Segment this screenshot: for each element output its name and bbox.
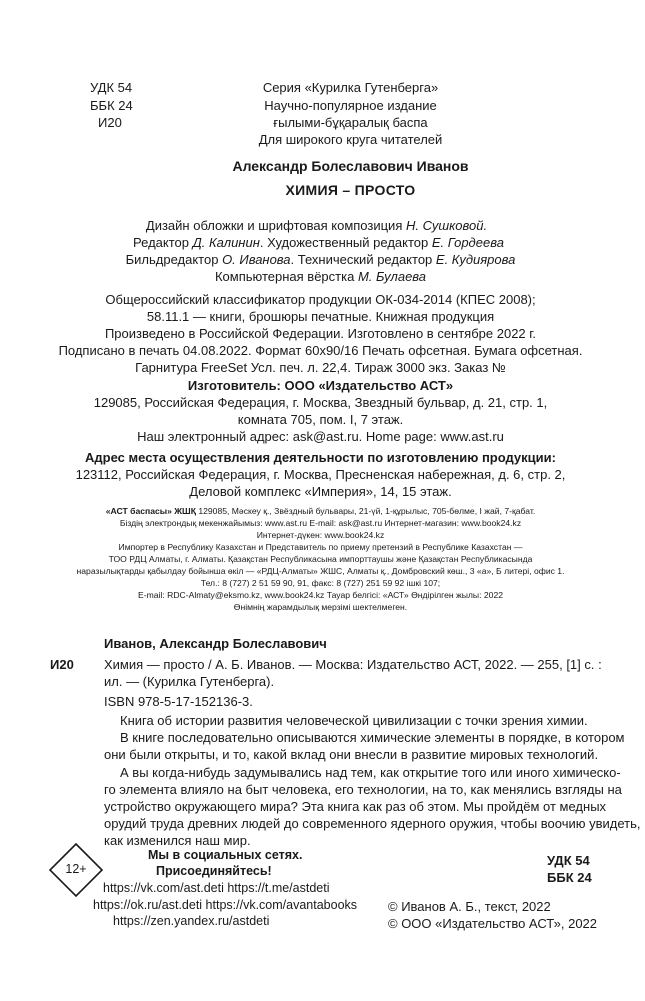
credit-line: Компьютерная вёрстка М. Булаева	[214, 269, 427, 284]
production-heading: Адрес места осуществления деятельности по изготовлению продукции:	[85, 450, 556, 465]
catalog-bbk: ББК 24	[547, 870, 592, 885]
product-info-line: Произведено в Российской Федерации. Изготовлено в сентябре 2022 г.	[104, 326, 537, 341]
series-line: Серия «Курилка Гутенберга»	[262, 80, 439, 95]
book-title: ХИМИЯ – ПРОСТО	[285, 182, 416, 198]
author-mark: И20	[98, 115, 122, 130]
kazakh-line: ТОО РДЦ Алматы, г. Алматы. Қазақстан Республикасына импорттаушы және Қазақстан Республикасында	[108, 554, 533, 564]
social-links: https://vk.com/ast.deti https://t.me/astdeti	[103, 881, 330, 895]
kazakh-line: Өнімнің жарамдылық мерзімі шектелмеген.	[233, 602, 408, 612]
age-rating-text: 12+	[65, 862, 87, 876]
abstract-line: они были открыты, и то, какой вклад они внесли в развитие мировых технологий.	[104, 747, 599, 762]
credit-name: Е. Гордеева	[431, 235, 504, 250]
credit-line: Бильдредактор О. Иванова. Технический редактор Е. Кудиярова	[125, 252, 516, 267]
kazakh-line: Біздің электрондық мекенжайымыз: www.ast.ru E-mail: ask@ast.ru Интернет-магазин: www.book24.kz	[119, 518, 522, 528]
copyright-line: © ООО «Издательство АСТ», 2022	[388, 916, 598, 931]
social-links: https://zen.yandex.ru/astdeti	[113, 914, 270, 928]
credit-name: О. Иванова	[222, 252, 291, 267]
kazakh-line: «АСТ баспасы» ЖШҚ 129085, Мәскеу қ., Звёздный бульвары, 21-үй, 1-құрылыс, 705-бөлме, I жай, 7-қабат.	[105, 506, 536, 516]
catalog-citation: ил. — (Курилка Гутенберга).	[104, 674, 275, 689]
udk-code: УДК 54	[90, 80, 133, 95]
social-subheading: Присоединяйтесь!	[156, 864, 272, 878]
copyright-line: © Иванов А. Б., текст, 2022	[388, 899, 551, 914]
age-rating-badge	[48, 842, 104, 898]
product-info-line: 58.11.1 — книги, брошюры печатные. Книжная продукция	[146, 309, 495, 324]
kazakh-line: наразылықтарды қабылдау бойынша өкіл — «РДЦ-Алматы» ЖШС, Алматы қ., Домбровский көш., 3 «а», Б литері, офис 1.	[76, 566, 565, 576]
abstract-line: го элемента влияло на быт человека, его технологии, на то, как менялись взгляды на	[104, 782, 622, 797]
catalog-udk: УДК 54	[547, 853, 590, 868]
kazakh-line: E-mail: RDC-Almaty@eksmo.kz, www.book24.kz Тауар белгісі: «АСТ» Өндірілген жылы: 2022	[137, 590, 503, 600]
credit-name: Е. Кудиярова	[435, 252, 516, 267]
bbk-code: ББК 24	[90, 98, 133, 113]
catalog-mark: И20	[50, 657, 74, 672]
manufacturer-line: комната 705, пом. I, 7 этаж.	[237, 412, 404, 427]
credit-name: Н. Сушковой.	[405, 218, 488, 233]
abstract-line: А вы когда-нибудь задумывались над тем, как открытие того или иного химическо-	[120, 765, 621, 780]
production-line: 123112, Российская Федерация, г. Москва, Пресненская набережная, д. 6, стр. 2,	[75, 467, 566, 482]
catalog-isbn: ISBN 978-5-17-152136-3.	[104, 694, 253, 709]
series-line: Для широкого круга читателей	[258, 132, 443, 147]
abstract-line: Книга об истории развития человеческой цивилизации с точки зрения химии.	[120, 713, 588, 728]
kazakh-line: Интернет-дүкен: www.book24.kz	[256, 530, 385, 540]
kazakh-line: Тел.: 8 (727) 2 51 59 90, 91, факс: 8 (727) 251 59 92 ішкі 107;	[200, 578, 441, 588]
catalog-author-entry: Иванов, Александр Болеславович	[104, 636, 327, 651]
manufacturer-line: Наш электронный адрес: ask@ast.ru. Home page: www.ast.ru	[137, 429, 504, 444]
credit-line: Редактор Д. Калинин. Художественный редактор Е. Гордеева	[133, 235, 504, 250]
series-line: Научно-популярное издание	[264, 98, 437, 113]
kazakh-line: Импортер в Республику Казахстан и Представитель по приему претензий в Республике Казахстан —	[118, 542, 523, 552]
manufacturer-line: 129085, Российская Федерация, г. Москва, Звездный бульвар, д. 21, стр. 1,	[93, 395, 548, 410]
product-info-line: Общероссийский классификатор продукции ОК-034-2014 (КПЕС 2008);	[105, 292, 536, 307]
abstract-line: как изменился наш мир.	[104, 833, 251, 848]
abstract-line: В книге последовательно описываются химические элементы в порядке, в котором	[120, 730, 625, 745]
kazakh-brand: «АСТ баспасы» ЖШҚ	[105, 506, 196, 516]
credit-name: Д. Калинин	[192, 235, 260, 250]
product-info-line: Подписано в печать 04.08.2022. Формат 60х90/16 Печать офсетная. Бумага офсетная.	[58, 343, 583, 358]
product-info-line: Гарнитура FreeSet Усл. печ. л. 22,4. Тираж 3000 экз. Заказ №	[135, 360, 506, 375]
abstract-line: орудий труда древних людей до современного ядерного оружия, чтобы воочию увидеть,	[104, 816, 641, 831]
catalog-citation: Химия — просто / А. Б. Иванов. — Москва: Издательство АСТ, 2022. — 255, [1] с. :	[104, 657, 602, 672]
credit-line: Дизайн обложки и шрифтовая композиция Н. Сушковой.	[145, 218, 488, 233]
social-links: https://ok.ru/ast.deti https://vk.com/avantabooks	[93, 898, 358, 912]
production-line: Деловой комплекс «Империя», 14, 15 этаж.	[189, 484, 452, 499]
abstract-line: устройство окружающего мира? Эта книга как раз об этом. Мы пройдём от медных	[104, 799, 607, 814]
author-name: Александр Болеславович Иванов	[232, 158, 469, 174]
series-line: ғылыми-бұқаралық баспа	[273, 115, 428, 130]
manufacturer-heading: Изготовитель: ООО «Издательство АСТ»	[187, 378, 454, 393]
social-heading: Мы в социальных сетях.	[148, 848, 303, 862]
credit-name: М. Булаева	[357, 269, 427, 284]
